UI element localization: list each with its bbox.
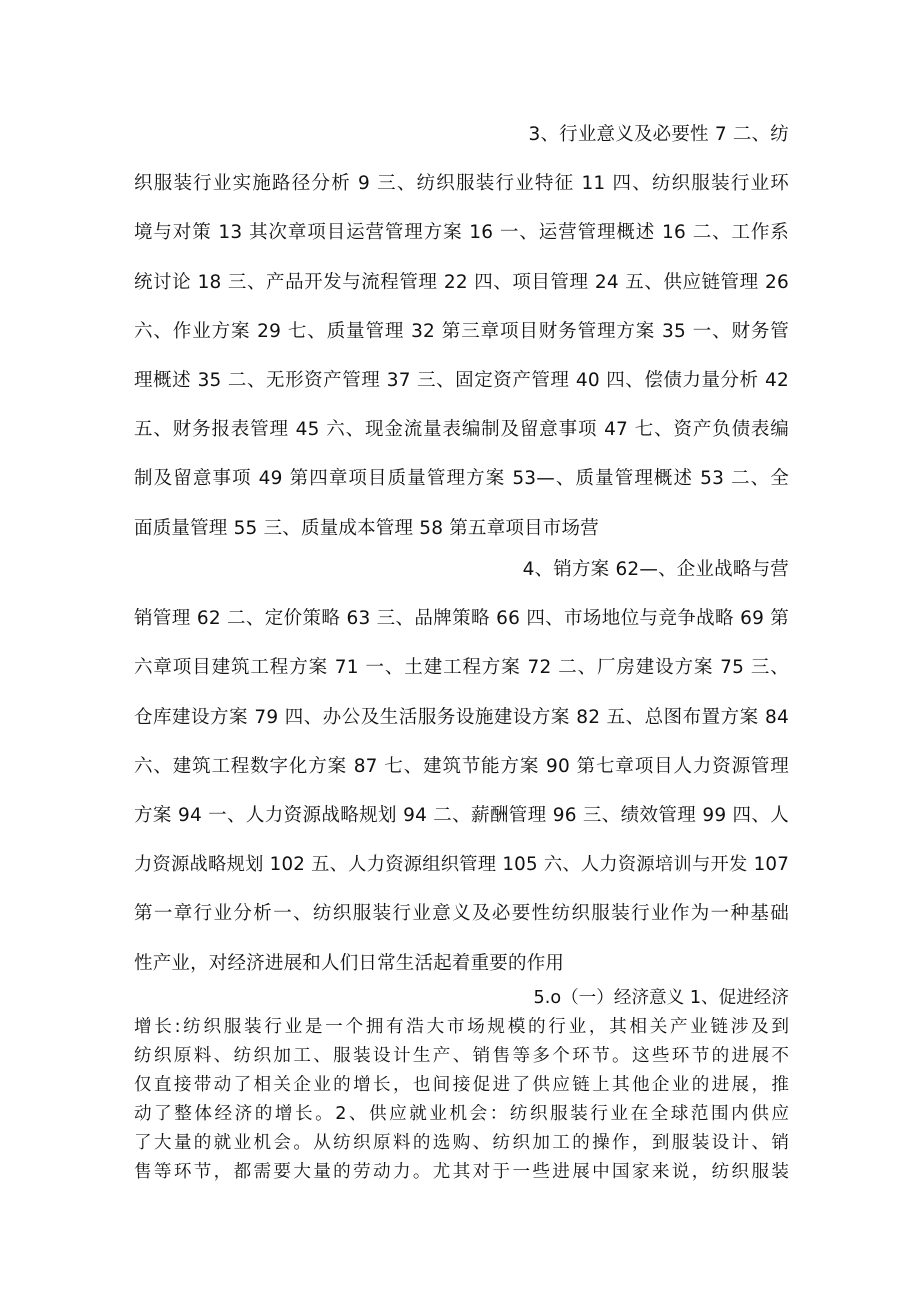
text-line: 动了整体经济的增长。2、供应就业机会：纺织服装行业在全球范围内供应 xyxy=(134,1104,789,1124)
text-line: 面质量管理 55 三、质量成本管理 58 第五章项目市场营 xyxy=(134,517,599,539)
body-paragraph xyxy=(134,984,789,1187)
text-line: 第一章行业分析一、纺织服装行业意义及必要性纺织服装行业作为一种基础 xyxy=(134,903,789,925)
text-line: 力资源战略规划 102 五、人力资源组织管理 105 六、人力资源培训与开发 107 xyxy=(134,854,789,876)
text-line: 境与对策 13 其次章项目运营管理方案 16 一、运营管理概述 16 二、工作系 xyxy=(134,222,789,244)
text-line: 性产业，对经济进展和人们日常生活起着重要的作用 xyxy=(134,952,565,974)
text-line: 六、作业方案 29 七、质量管理 32 第三章项目财务管理方案 35 一、财务管 xyxy=(134,320,789,342)
text-line: 六章项目建筑工程方案 71 一、土建工程方案 72 二、厂房建设方案 75 三、 xyxy=(134,657,789,679)
text-line: 统讨论 18 三、产品开发与流程管理 22 四、项目管理 24 五、供应链管理 26 xyxy=(134,271,789,293)
text-line: 织服装行业实施路径分析 9 三、纺织服装行业特征 11 四、纺织服装行业环 xyxy=(134,173,789,195)
toc-section-1 xyxy=(134,110,789,553)
toc-section-2 xyxy=(134,545,789,988)
text-line: 5.o（一）经济意义 1、促进经济 xyxy=(533,988,789,1008)
text-line: 了大量的就业机会。从纺织原料的选购、纺织加工的操作，到服装设计、销 xyxy=(134,1133,789,1153)
text-line: 3、行业意义及必要性 7 二、纺 xyxy=(528,124,789,145)
text-line: 方案 94 一、人力资源战略规划 94 二、薪酬管理 96 三、绩效管理 99 四、人 xyxy=(134,804,789,826)
text-line: 纺织原料、纺织加工、服装设计生产、销售等多个环节。这些环节的进展不 xyxy=(134,1046,789,1066)
text-line: 仓库建设方案 79 四、办公及生活服务设施建设方案 82 五、总图布置方案 84 xyxy=(134,706,789,728)
text-line: 销管理 62 二、定价策略 63 三、品牌策略 66 四、市场地位与竞争战略 69 第 xyxy=(134,608,789,630)
text-line: 理概述 35 二、无形资产管理 37 三、固定资产管理 40 四、偿债力量分析 42 xyxy=(134,369,789,391)
text-line: 五、财务报表管理 45 六、现金流量表编制及留意事项 47 七、资产负债表编 xyxy=(134,419,789,441)
text-line: 4、销方案 62—、企业战略与营 xyxy=(522,559,789,580)
text-line: 售等环节，都需要大量的劳动力。尤其对于一些进展中国家来说，纺织服装 xyxy=(134,1162,789,1182)
text-line: 六、建筑工程数字化方案 87 七、建筑节能方案 90 第七章项目人力资源管理 xyxy=(134,755,789,777)
text-line: 制及留意事项 49 第四章项目质量管理方案 53—、质量管理概述 53 二、全 xyxy=(134,468,789,490)
text-line: 仅直接带动了相关企业的增长，也间接促进了供应链上其他企业的进展，推 xyxy=(134,1075,789,1095)
text-line: 增长:纺织服装行业是一个拥有浩大市场规模的行业，其相关产业链涉及到 xyxy=(134,1017,789,1037)
